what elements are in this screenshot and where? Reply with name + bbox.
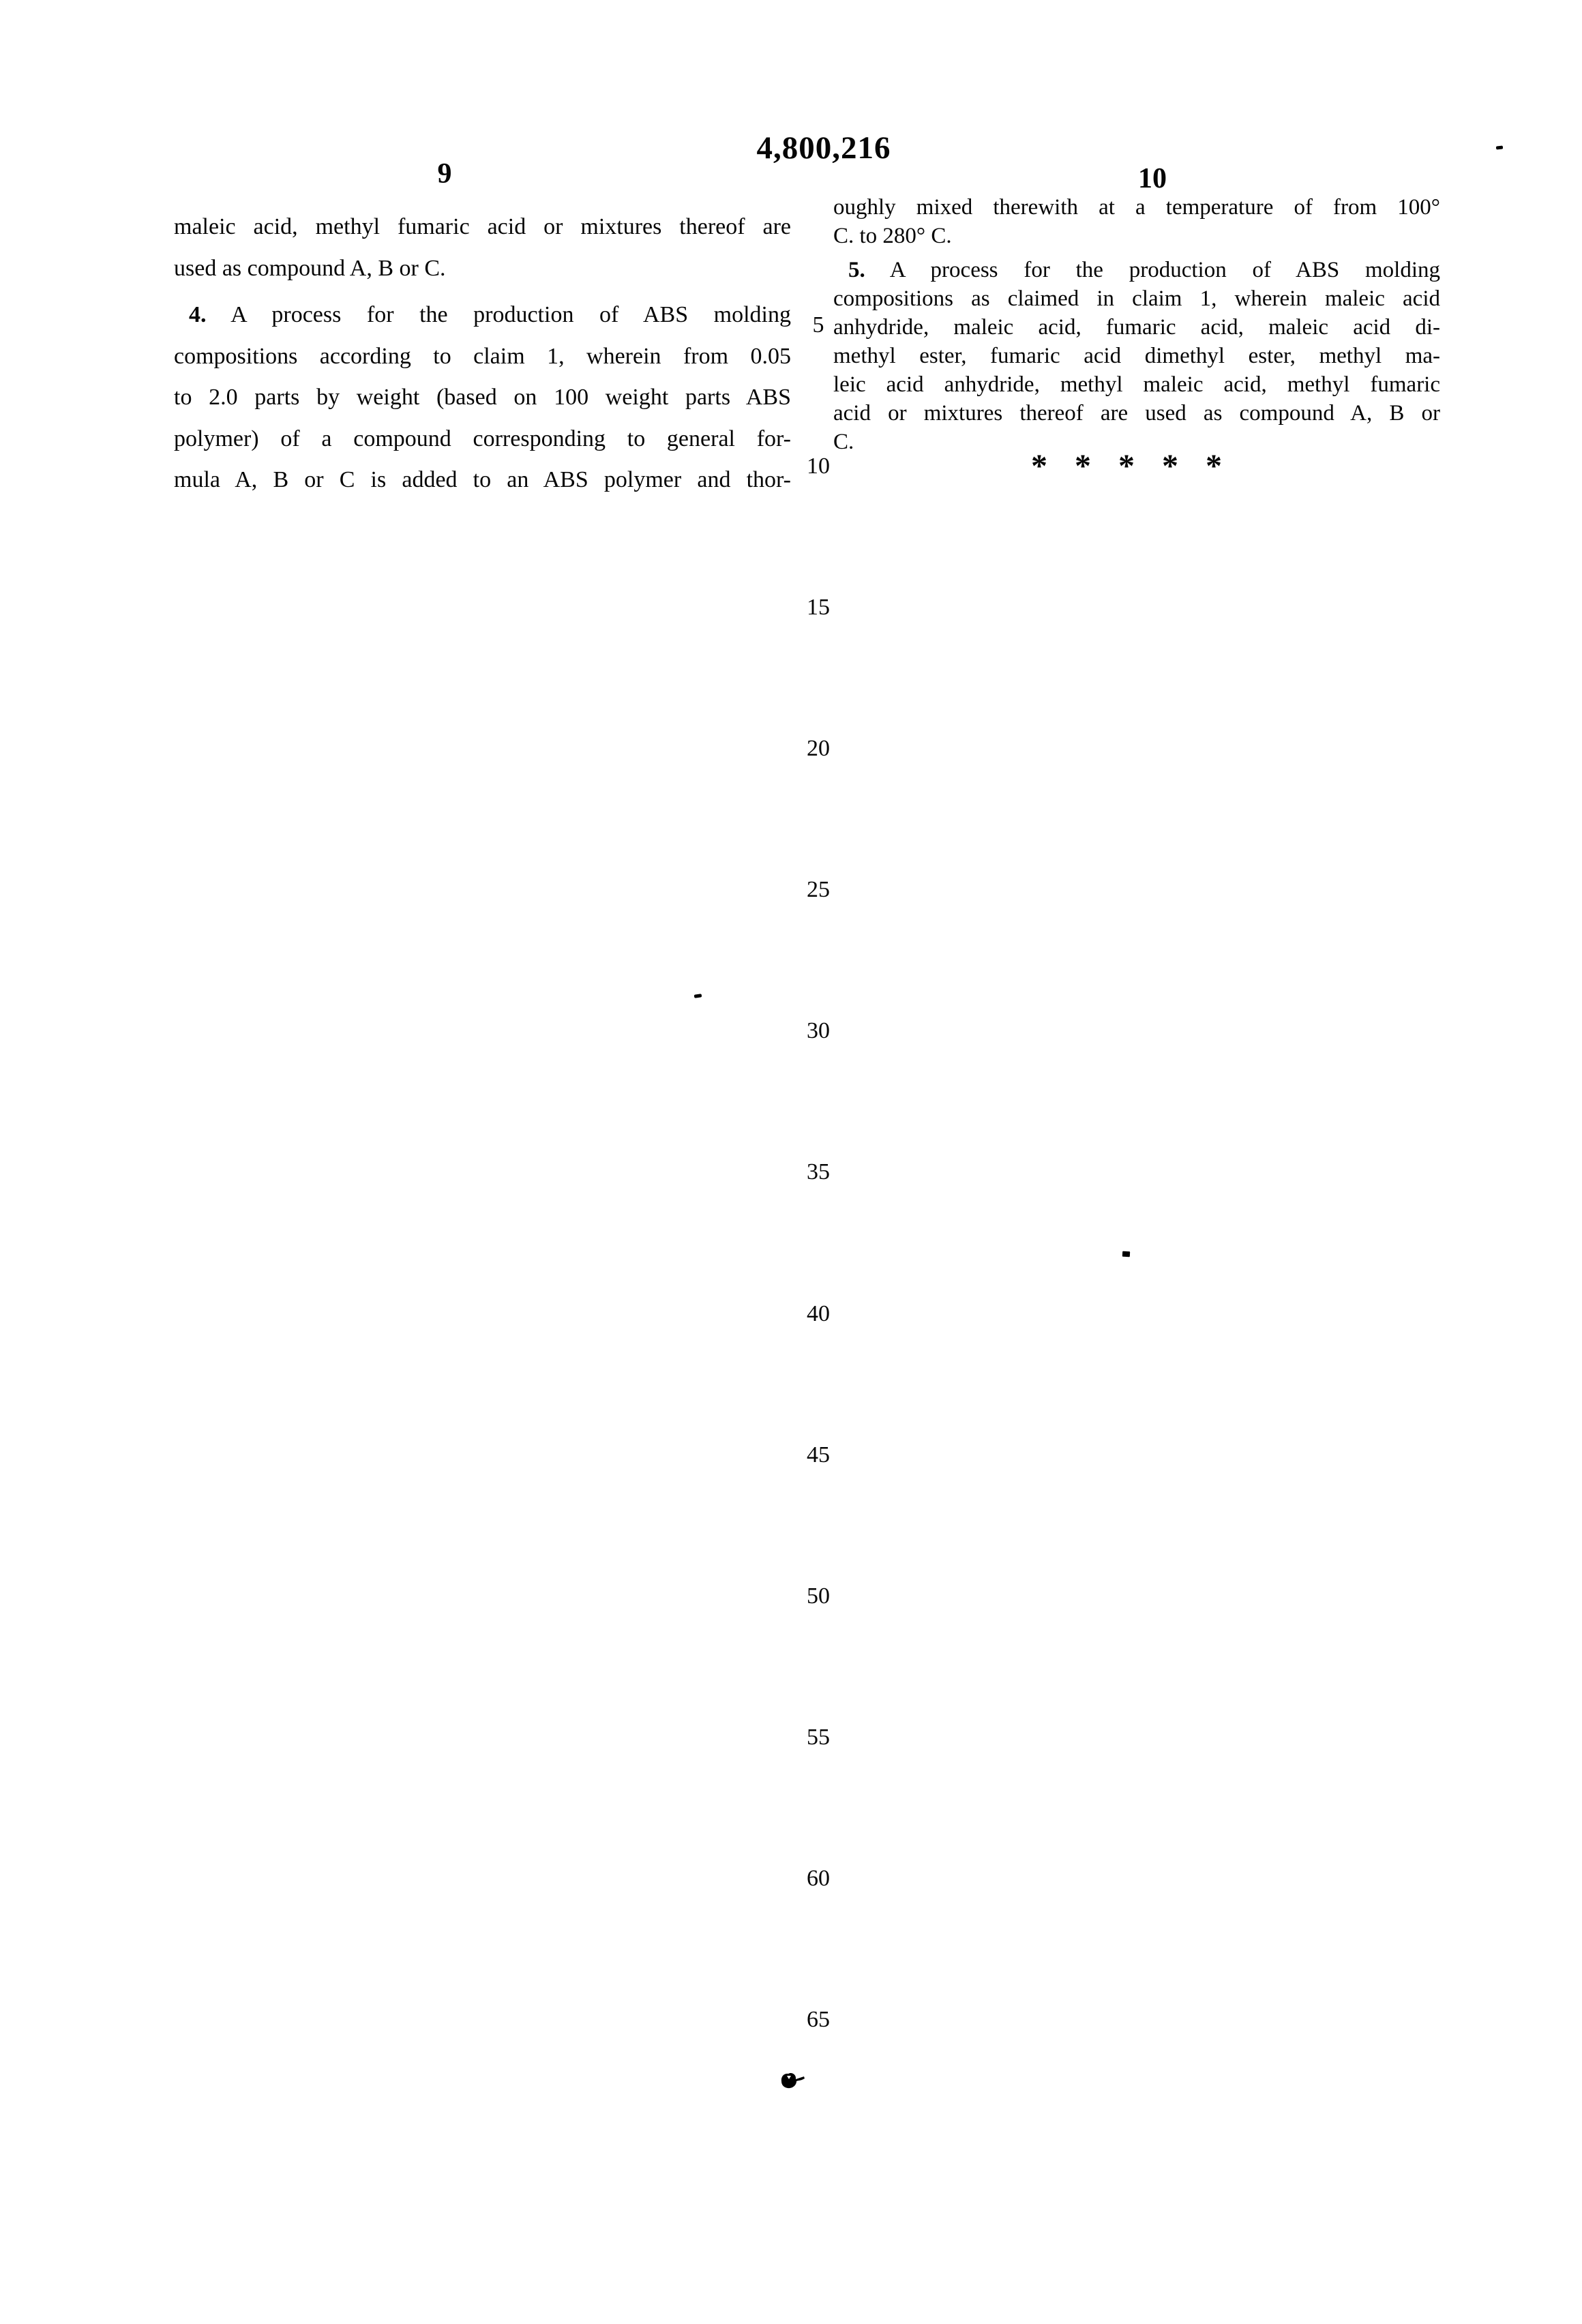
text-line: used as compound A, B or C. [174,255,446,281]
text-line [174,295,791,336]
paragraph-claim-5 [833,256,1440,456]
column-number-left: 9 [437,158,452,190]
text-line: methyl ester, fumaric acid dimethyl ester, methyl ma- [833,344,1440,368]
text-line: to 2.0 parts by weight (based on 100 weight parts ABS [174,385,791,410]
claim-4-first-line: A process for the production of ABS molding [206,302,791,327]
text-line: acid or mixtures thereof are used as compound A, B or [833,401,1440,426]
line-number: 40 [807,1301,830,1326]
text-line [833,256,1440,284]
line-number: 50 [807,1583,830,1609]
text-line: polymer) of a compound corresponding to general for- [174,426,791,451]
column-number-right: 10 [1138,163,1167,194]
text-line: C. [833,430,854,454]
line-number: 35 [807,1159,830,1185]
claim-4-number: 4. [189,302,207,327]
line-number: 15 [807,595,830,620]
line-number: 30 [807,1018,830,1043]
text-line: anhydride, maleic acid, fumaric acid, maleic acid di- [833,315,1440,340]
left-column [174,207,791,501]
paragraph-claim-4 [174,295,791,501]
line-number: 25 [807,877,830,902]
line-number: 5 [812,312,824,338]
paragraph-claim3-continuation [174,207,791,289]
text-line: C. to 280° C. [833,224,952,248]
text-line: compositions as claimed in claim 1, wherein maleic acid [833,286,1440,311]
line-number: 20 [807,736,830,761]
line-number: 65 [807,2007,830,2032]
text-line: leic acid anhydride, methyl maleic acid, methyl fumaric [833,372,1440,397]
line-number: 10 [807,453,830,479]
text-line: oughly mixed therewith at a temperature of from 100° [833,195,1440,220]
line-number: 45 [807,1442,830,1468]
ink-speck [1122,1251,1130,1257]
patent-number: 4,800,216 [756,130,891,166]
paragraph-claim4-continuation [833,193,1440,250]
line-number: 55 [807,1725,830,1750]
right-column [833,193,1440,456]
text-line: compositions according to claim 1, wherein from 0.05 [174,343,791,369]
ink-smudge [779,2070,806,2091]
claim-5-first-line: A process for the production of ABS molding [865,258,1440,282]
text-line: maleic acid, methyl fumaric acid or mixtures thereof are [174,214,791,239]
ink-speck [1496,145,1503,149]
ink-speck [694,994,702,998]
end-of-claims-asterisks: * * * * * [1031,448,1232,484]
line-number: 60 [807,1866,830,1891]
text-line: mula A, B or C is added to an ABS polymer and thor- [174,467,791,492]
claim-5-number: 5. [848,258,865,282]
